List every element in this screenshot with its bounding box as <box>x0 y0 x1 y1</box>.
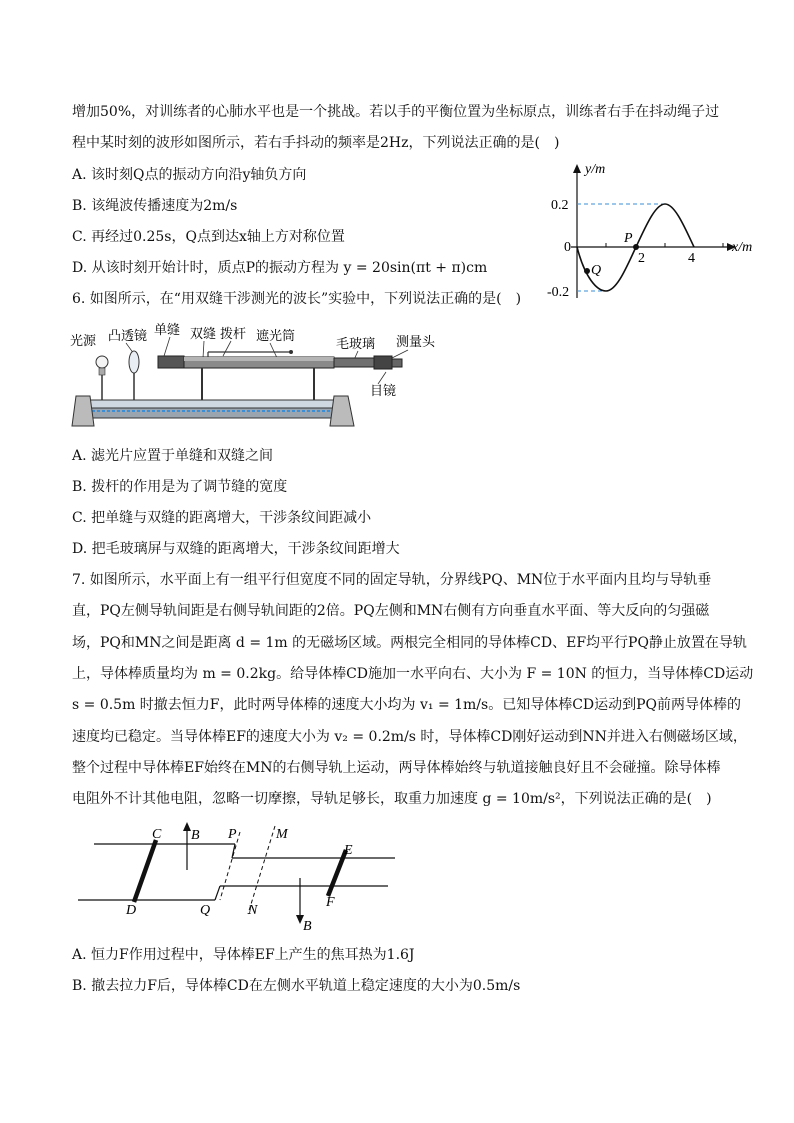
label-measuring-head: 测量头 <box>396 334 436 349</box>
q7-line-8: 电阻外不计其他电阻，忽略一切摩擦，导轨足够长，取重力加速度 g = 10m/s²，下列说法正确的是( ) <box>72 791 712 807</box>
label-b-down: B <box>303 919 312 934</box>
q6-option-b: B. 拨杆的作用是为了调节缝的宽度 <box>72 479 288 495</box>
label-n: N <box>248 903 258 918</box>
label-e: E <box>344 843 353 858</box>
q7-line-4: 上，导体棒质量均为 m = 0.2kg。给导体棒CD施加一水平向右、大小为 F = 10N 的恒力，当导体棒CD运动 <box>72 666 754 682</box>
origin-label: 0 <box>564 240 571 255</box>
label-double-slit: 双缝 <box>190 326 217 341</box>
q6-stem: 6. 如图所示，在“用双缝干涉测光的波长”实验中，下列说法正确的是( ) <box>72 291 522 307</box>
q6-option-c: C. 把单缝与双缝的距离增大，干涉条纹间距减小 <box>72 510 372 526</box>
tick-02-label: 0.2 <box>551 198 569 213</box>
q5-intro-line-2: 程中某时刻的波形如图所示，若右手抖动的频率是2Hz，下列说法正确的是( ) <box>72 135 560 151</box>
tick-2-label: 2 <box>638 251 645 266</box>
q5-option-c: C. 再经过0.25s，Q点到达x轴上方对称位置 <box>72 229 345 245</box>
label-light-source: 光源 <box>70 333 97 348</box>
label-frosted-glass: 毛玻璃 <box>336 336 376 351</box>
q6-option-a: A. 滤光片应置于单缝和双缝之间 <box>72 448 274 464</box>
q7-line-2: 直，PQ左侧导轨间距是右侧导轨间距的2倍。PQ左侧和MN右侧有方向垂直水平面、等大反向的匀强磁 <box>72 603 710 619</box>
label-c: C <box>152 827 162 842</box>
q7-option-b: B. 撤去拉力F后，导体棒CD在左侧水平轨道上稳定速度的大小为0.5m/s <box>72 978 521 994</box>
light-bulb <box>96 356 108 400</box>
stands <box>202 368 314 400</box>
q7-line-5: s = 0.5m 时撤去恒力F，此时两导体棒的速度大小均为 v₁ = 1m/s。已知导体棒CD运动到PQ前两导体棒的 <box>72 697 742 713</box>
label-tube: 遮光筒 <box>256 328 296 343</box>
mn-line <box>248 826 275 914</box>
label-p: P <box>624 231 633 246</box>
q7-line-3: 场，PQ和MN之间是距离 d = 1m 的无磁场区域。两根完全相同的导体棒CD、EF均平行PQ静止放置在导轨 <box>72 635 747 651</box>
q5-option-b: B. 该绳波传播速度为2m/s <box>72 198 238 214</box>
optical-bench <box>72 396 354 426</box>
convex-lens <box>129 351 139 400</box>
q7-option-a: A. 恒力F作用过程中，导体棒EF上产生的焦耳热为1.6J <box>72 947 415 963</box>
point-p <box>633 244 639 250</box>
tick-m02-label: -0.2 <box>547 285 570 300</box>
label-q: Q <box>591 263 602 278</box>
label-q: Q <box>200 903 211 918</box>
y-axis-arrow <box>573 164 581 173</box>
rod-cd <box>134 840 156 902</box>
tick-4-label: 4 <box>688 251 695 266</box>
label-f: F <box>326 895 335 910</box>
q5-option-a: A. 该时刻Q点的振动方向沿y轴负方向 <box>72 167 307 183</box>
double-slit-apparatus <box>68 322 448 434</box>
q7-line-1: 7. 如图所示，水平面上有一组平行但宽度不同的固定导轨，分界线PQ、MN位于水平面内且均与导轨垂 <box>72 572 712 588</box>
label-d: D <box>126 903 137 918</box>
rails-diagram <box>70 818 410 938</box>
label-b-up: B <box>191 828 200 843</box>
label-single-slit: 单缝 <box>154 322 181 337</box>
label-convex-lens: 凸透镜 <box>108 328 148 343</box>
q7-line-6: 速度均已稳定。当导体棒EF的速度大小为 v₂ = 0.2m/s 时，导体棒CD刚好运动到NN并进入右侧磁场区域， <box>72 729 747 745</box>
x-axis-label: x/m <box>732 240 753 255</box>
b-up-arrow <box>183 822 191 831</box>
pq-line <box>220 832 240 900</box>
light-shield-tube <box>158 350 402 369</box>
q5-intro-line-1: 增加50%，对训练者的心肺水平也是一个挑战。若以手的平衡位置为坐标原点，训练者右手在抖动绳子过 <box>72 104 720 120</box>
label-lever: 拨杆 <box>220 326 247 341</box>
label-p: P <box>228 827 237 842</box>
label-m: M <box>276 827 288 842</box>
point-q <box>584 268 590 274</box>
y-axis-label: y/m <box>585 162 606 177</box>
q5-option-d: D. 从该时刻开始计时，质点P的振动方程为 y = 20sin(πt + π)cm <box>72 260 488 276</box>
q6-option-d: D. 把毛玻璃屏与双缝的距离增大，干涉条纹间距增大 <box>72 541 400 557</box>
q7-line-7: 整个过程中导体棒EF始终在MN的右侧导轨上运动，两导体棒始终与轨道接触良好且不会碰撞。除导体棒 <box>72 760 721 776</box>
label-eyepiece: 目镜 <box>370 383 397 398</box>
wave-graph <box>545 158 765 303</box>
